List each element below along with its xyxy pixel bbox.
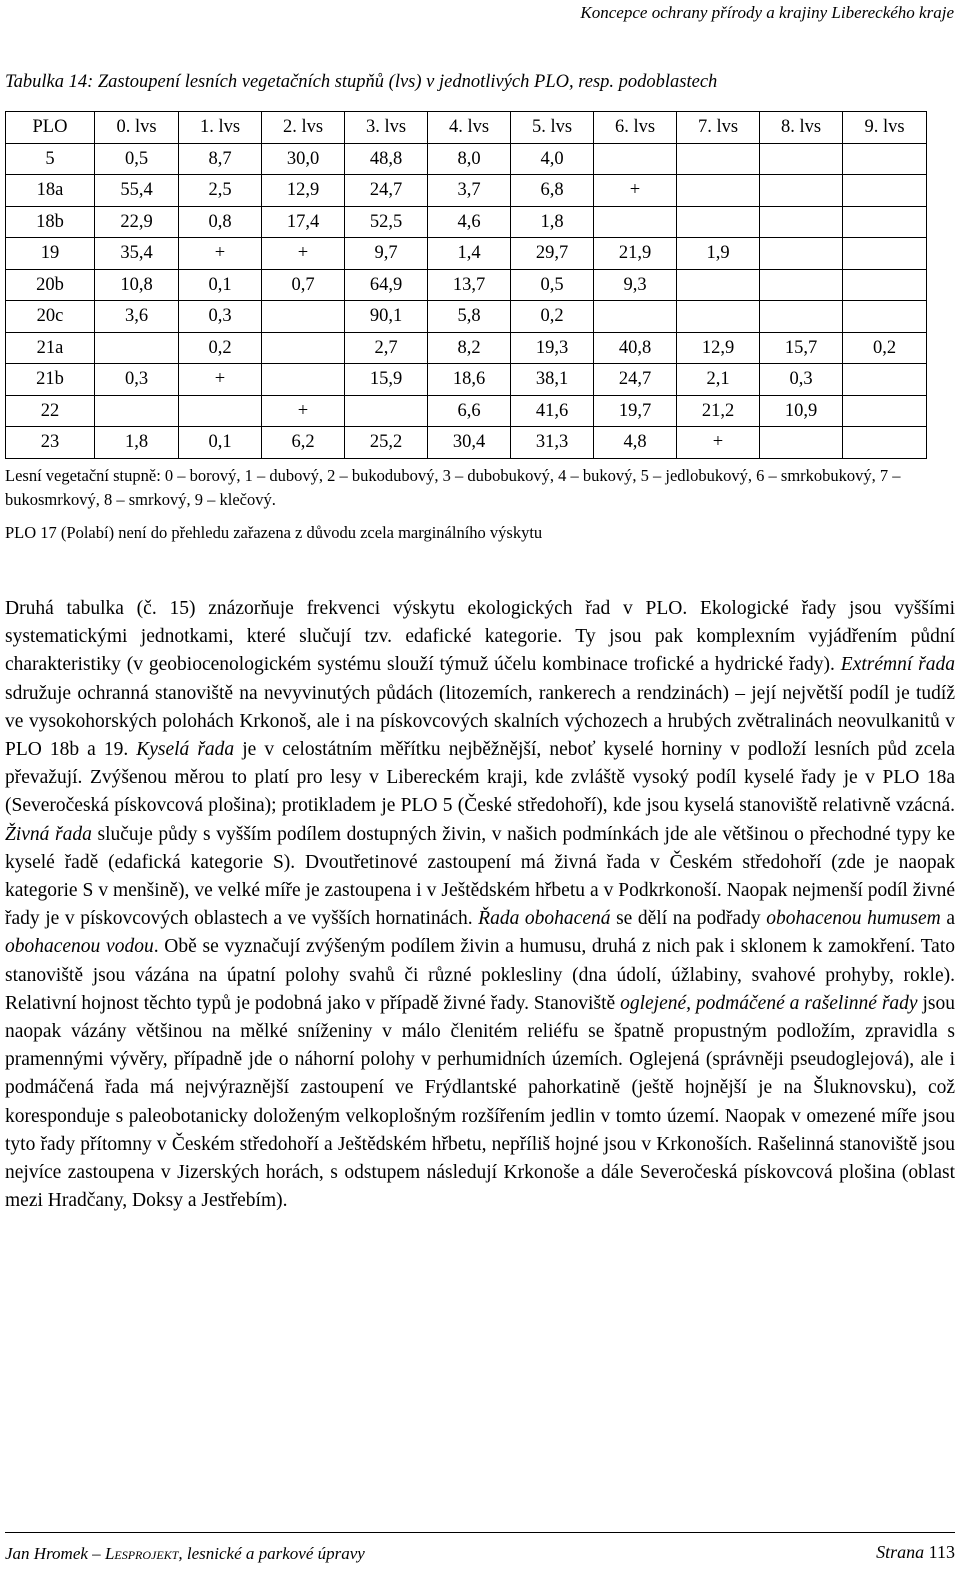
- table-cell: [843, 206, 927, 238]
- table-cell: [677, 269, 760, 301]
- table-cell: 0,2: [843, 332, 927, 364]
- table-cell: [677, 143, 760, 175]
- table-cell: 30,0: [262, 143, 345, 175]
- column-header: 1. lvs: [179, 112, 262, 144]
- table-cell: 48,8: [345, 143, 428, 175]
- page-label: Strana: [876, 1542, 929, 1562]
- table-cell: 15,7: [760, 332, 843, 364]
- table-cell: 1,9: [677, 238, 760, 270]
- table-cell: [843, 238, 927, 270]
- text-run: slučuje půdy s vyšším podílem dostupných živin, v našich podmínkách jde ale většinou o přechodné typy ke kyselé řadě (edafická kategorie S). Dvoutřetinové zastoupení má živná řada v Českém středohoří (zde je naopak kategorie S v menšině), ve velké míře je zastoupena i v Ještědském hřbetu a v Podkrkonoší. Naopak nejmenší podíl živné řady je v pískovcových oblastech a ve vyšších hornatinách.: [5, 823, 955, 930]
- table-cell: [179, 395, 262, 427]
- column-header: 8. lvs: [760, 112, 843, 144]
- table-cell: [843, 364, 927, 396]
- table-cell: 40,8: [594, 332, 677, 364]
- table-cell: 0,1: [179, 269, 262, 301]
- table-row: [6, 427, 927, 459]
- table-cell: 0,5: [95, 143, 179, 175]
- table-cell: 41,6: [511, 395, 594, 427]
- table-cell: 13,7: [428, 269, 511, 301]
- table-cell: 0,3: [760, 364, 843, 396]
- text-run: se dělí na podřady: [610, 908, 767, 930]
- table-cell: [677, 301, 760, 333]
- table-cell: 30,4: [428, 427, 511, 459]
- table-cell: 4,8: [594, 427, 677, 459]
- table-cell: +: [677, 427, 760, 459]
- term-gleyed-series: oglejené, podmáčené a rašelinné řady: [620, 992, 918, 1014]
- column-header: 0. lvs: [95, 112, 179, 144]
- table-cell: 10,8: [95, 269, 179, 301]
- table-cell: +: [594, 175, 677, 207]
- term-acidic-series: Kyselá řada: [136, 739, 235, 761]
- column-header: 7. lvs: [677, 112, 760, 144]
- page-number-value: 113: [928, 1542, 955, 1562]
- plo-cell: 20c: [6, 301, 95, 333]
- term-enriched-series: Řada obohacená: [478, 908, 611, 930]
- footer-author-name: Jan Hromek –: [5, 1544, 105, 1563]
- table-cell: [760, 206, 843, 238]
- term-nutrient-series: Živná řada: [5, 823, 92, 845]
- table-cell: [843, 175, 927, 207]
- table-cell: 3,6: [95, 301, 179, 333]
- table-cell: 0,5: [511, 269, 594, 301]
- table-cell: [677, 175, 760, 207]
- table-body: [6, 143, 927, 458]
- table-cell: [843, 395, 927, 427]
- table-row: [6, 206, 927, 238]
- table-cell: +: [179, 238, 262, 270]
- table-cell: 6,2: [262, 427, 345, 459]
- table-cell: [95, 332, 179, 364]
- text-run: . Obě se vyznačují zvýšeným podílem živin a humusu, druhá z nich pak i sklonem k zamokření. Tato stanoviště jsou vázána na úpatní polohy svahů či různé poklesliny (dna údolí, úžlabiny, svahové prohyby, rokle). Relativní hojnost těchto typů je podobná jako v případě živné řady. Stanoviště: [5, 936, 955, 1014]
- table-header-row: [6, 112, 927, 144]
- table-cell: 10,9: [760, 395, 843, 427]
- table-cell: 19,7: [594, 395, 677, 427]
- table-cell: +: [262, 238, 345, 270]
- table-cell: 29,7: [511, 238, 594, 270]
- table-row: [6, 301, 927, 333]
- table-cell: 64,9: [345, 269, 428, 301]
- table-cell: [262, 364, 345, 396]
- text-run: jsou naopak vázány většinou na mělké sníženiny v málo členitém reliéfu se špatně propustným podložím, zpravidla s pramennými vývěry, případně jde o náhorní polohy v perhumidních územích. Oglejená (správněji pseudoglejová), ale i podmáčená řada má nejvýraznější zastoupení ve Frýdlantské pahorkatině (ještě hojnější je na Šluknovsku), což koresponduje s paleobotanicky doloženým velkoplošným rozšířením jedlin v tomto území. Naopak v omezené míře jsou tyto řady přítomny v Českém středohoří a Ještědském hřbetu, nepříliš hojné jsou v Krkonoších. Rašelinná stanoviště jsou nejvíce zastoupena v Jizerských horách, s odstupem následují Krkonoše a dále Severočeská pískovcová plošina (oblast mezi Hradčany, Doksy a Jestřebím).: [5, 992, 955, 1212]
- table-cell: 12,9: [262, 175, 345, 207]
- running-header: Koncepce ochrany přírody a krajiny Libereckého kraje: [580, 3, 954, 22]
- table-cell: 4,6: [428, 206, 511, 238]
- table-cell: 12,9: [677, 332, 760, 364]
- table-cell: [677, 206, 760, 238]
- table-cell: [594, 143, 677, 175]
- table-cell: 0,8: [179, 206, 262, 238]
- table-cell: 24,7: [345, 175, 428, 207]
- table-cell: [594, 206, 677, 238]
- table-caption: Tabulka 14: Zastoupení lesních vegetačních stupňů (lvs) v jednotlivých PLO, resp. podoblastech: [5, 72, 718, 92]
- table-cell: 18,6: [428, 364, 511, 396]
- table-cell: 9,7: [345, 238, 428, 270]
- table-cell: 1,8: [95, 427, 179, 459]
- table-cell: 35,4: [95, 238, 179, 270]
- table-note: PLO 17 (Polabí) není do přehledu zařazena z důvodu zcela marginálního výskytu: [5, 523, 543, 542]
- table-cell: 1,4: [428, 238, 511, 270]
- table-cell: 9,3: [594, 269, 677, 301]
- column-header: 2. lvs: [262, 112, 345, 144]
- table-cell: 21,9: [594, 238, 677, 270]
- table-cell: [760, 143, 843, 175]
- table-cell: [760, 301, 843, 333]
- plo-cell: 5: [6, 143, 95, 175]
- table-cell: 19,3: [511, 332, 594, 364]
- table-cell: 1,8: [511, 206, 594, 238]
- table-cell: +: [262, 395, 345, 427]
- plo-cell: 20b: [6, 269, 95, 301]
- body-paragraph: [5, 595, 955, 1215]
- table-cell: 2,7: [345, 332, 428, 364]
- column-header: 4. lvs: [428, 112, 511, 144]
- term-extreme-series: Extrémní řada: [840, 654, 955, 676]
- table-row: [6, 364, 927, 396]
- table-cell: 8,7: [179, 143, 262, 175]
- table-cell: 0,2: [179, 332, 262, 364]
- table-cell: 6,8: [511, 175, 594, 207]
- column-header: 3. lvs: [345, 112, 428, 144]
- plo-cell: 22: [6, 395, 95, 427]
- table-cell: 8,2: [428, 332, 511, 364]
- table-cell: 90,1: [345, 301, 428, 333]
- table-cell: 3,7: [428, 175, 511, 207]
- table-cell: 21,2: [677, 395, 760, 427]
- plo-cell: 21b: [6, 364, 95, 396]
- table-cell: [760, 269, 843, 301]
- table-cell: 0,1: [179, 427, 262, 459]
- table-cell: 2,5: [179, 175, 262, 207]
- table-cell: [95, 395, 179, 427]
- footer-company: Lesprojekt: [104, 1544, 179, 1563]
- table-row: [6, 175, 927, 207]
- term-humus-enriched: obohacenou humusem: [766, 908, 941, 930]
- table-cell: 24,7: [594, 364, 677, 396]
- table-row: [6, 332, 927, 364]
- table-cell: [760, 427, 843, 459]
- table-row: [6, 238, 927, 270]
- table-cell: 38,1: [511, 364, 594, 396]
- table-cell: 2,1: [677, 364, 760, 396]
- plo-cell: 18a: [6, 175, 95, 207]
- table-cell: 6,6: [428, 395, 511, 427]
- table-cell: [345, 395, 428, 427]
- text-run: je v celostátním měřítku nejběžnější, neboť kyselé horniny v podloží lesních půd zcela převažují. Zvýšenou měrou to platí pro lesy v Libereckém kraji, kde zvláště vysoký podíl kyselé řady je v PLO 18a (Severočeská pískovcová plošina); protikladem je PLO 5 (České středohoří), kde jsou kyselá stanoviště relativně vzácná.: [5, 739, 955, 817]
- footer-divider: [5, 1532, 955, 1533]
- table-cell: 22,9: [95, 206, 179, 238]
- table-cell: [760, 175, 843, 207]
- table-row: [6, 269, 927, 301]
- table-row: [6, 143, 927, 175]
- table-cell: 0,2: [511, 301, 594, 333]
- table-cell: 15,9: [345, 364, 428, 396]
- table-cell: [262, 301, 345, 333]
- table-cell: [843, 301, 927, 333]
- text-run: sdružuje ochranná stanoviště na nevyvinutých půdách (litozemích, rankerech a rendzinách) – její největší podíl je tudíž ve vysokohorských polohách Krkonoš, ale i na pískovcových skalních výchozech a hrubých zvětralinách neovulkanitů v PLO 18b a 19.: [5, 682, 955, 761]
- table-cell: [843, 427, 927, 459]
- page-number: [876, 1542, 955, 1563]
- table-cell: 52,5: [345, 206, 428, 238]
- table-cell: 31,3: [511, 427, 594, 459]
- plo-cell: 19: [6, 238, 95, 270]
- table-cell: 0,3: [95, 364, 179, 396]
- table-cell: [843, 143, 927, 175]
- lvs-table: [5, 111, 927, 459]
- table-cell: 17,4: [262, 206, 345, 238]
- table-cell: 25,2: [345, 427, 428, 459]
- table-row: [6, 395, 927, 427]
- footer-company-rest: , lesnické a parkové úpravy: [178, 1544, 365, 1563]
- table-cell: +: [179, 364, 262, 396]
- text-run: Druhá tabulka (č. 15) znázorňuje frekvenci výskytu ekologických řad v PLO. Ekologické řady jsou vyššími systematickými jednotkami, které slučují tzv. edafické kategorie. Ty jsou pak komplexním vyjádřením půdní charakteristiky (v geobiocenologickém systému slouží týmuž účelu kombinace trofické a hydrické řady).: [5, 598, 955, 676]
- table-cell: 8,0: [428, 143, 511, 175]
- column-header: PLO: [6, 112, 95, 144]
- table-cell: [843, 269, 927, 301]
- table-legend: Lesní vegetační stupně: 0 – borový, 1 – dubový, 2 – bukodubový, 3 – dubobukový, 4 – bukový, 5 – jedlobukový, 6 – smrkobukový, 7 – bukosmrkový, 8 – smrkový, 9 – klečový.: [5, 466, 901, 509]
- table-cell: 5,8: [428, 301, 511, 333]
- column-header: 5. lvs: [511, 112, 594, 144]
- text-run: a: [940, 908, 956, 930]
- table-cell: [262, 332, 345, 364]
- table-cell: 4,0: [511, 143, 594, 175]
- plo-cell: 18b: [6, 206, 95, 238]
- plo-cell: 23: [6, 427, 95, 459]
- table-cell: 55,4: [95, 175, 179, 207]
- footer-author: [5, 1544, 365, 1564]
- column-header: 6. lvs: [594, 112, 677, 144]
- table-cell: 0,7: [262, 269, 345, 301]
- term-water-enriched: obohacenou vodou: [5, 936, 154, 958]
- plo-cell: 21a: [6, 332, 95, 364]
- table-cell: [594, 301, 677, 333]
- table-cell: 0,3: [179, 301, 262, 333]
- column-header: 9. lvs: [843, 112, 927, 144]
- table-cell: [760, 238, 843, 270]
